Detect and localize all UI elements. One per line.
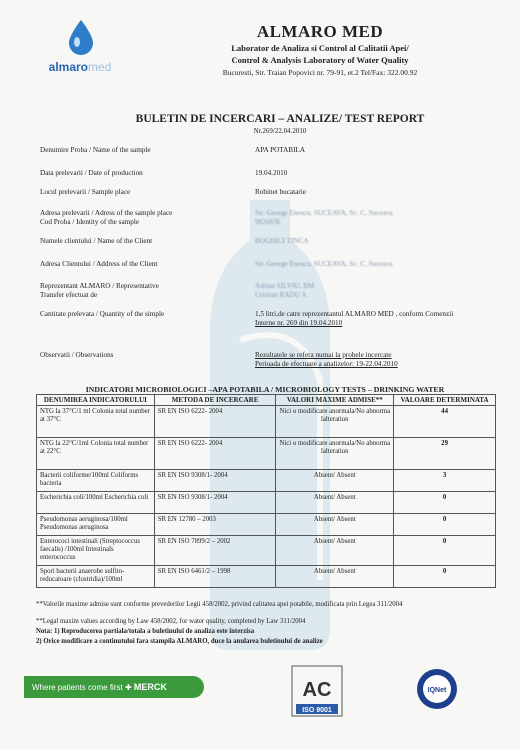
almaro-med-logo: [32, 18, 128, 76]
table-row: [37, 406, 496, 438]
observations-label: Observatii / Observations: [40, 351, 114, 359]
cod-value: 9826836: [255, 218, 281, 226]
representative-value-2: Cristian RADU A: [255, 291, 307, 299]
cod-label: Cod Proba / Identity of the sample: [40, 218, 140, 226]
cell-method: SR EN ISO 6222- 2004: [154, 438, 276, 470]
note-legal-en: **Legal maxim values according by Law 458/2002, for water quality, completed by Law 311/2004: [36, 618, 306, 625]
ac-iso-certification-logo: [290, 664, 344, 718]
col-header-method: METODA DE INCERCARE: [154, 395, 276, 406]
cell-value: 0: [394, 566, 496, 588]
cell-max: Absent/ Absent: [276, 470, 394, 492]
table-row: [37, 470, 496, 492]
sample-name-value: APA POTABILA: [255, 146, 306, 154]
cell-max: Nici o modificare anormala/No abnorma lalteration: [276, 406, 394, 438]
cell-indicator: Enterococi intestinali (Streptococcus faecalis) /100ml Intestinals enterococcus: [37, 536, 155, 566]
client-address-label: Adresa Clientului / Address of the Client: [40, 260, 158, 268]
microbiology-table: [36, 394, 496, 588]
table-row: [37, 492, 496, 514]
lab-name-ro: Laborator de Analiza si Control al Calitatii Apei/: [231, 43, 409, 53]
table-row: [37, 566, 496, 588]
cell-value: 3: [394, 470, 496, 492]
sample-name-label: Denumire Proba / Name of the sample: [40, 146, 151, 154]
cell-method: SR EN ISO 7899/2 – 2002: [154, 536, 276, 566]
client-address-value: Str. George Enescu, SUCEAVA, Sc. C, Suceava: [255, 260, 393, 268]
table-row: [37, 536, 496, 566]
table-title: INDICATORI MICROBIOLOGICI –APA POTABILA / MICROBIOLOGY TESTS – DRINKING WATER: [85, 385, 445, 394]
col-header-max: VALORI MAXIME ADMISE**: [276, 395, 394, 406]
cell-method: SR EN ISO 9308/1- 2004: [154, 492, 276, 514]
iso-9001-text: ISO 9001: [302, 707, 332, 714]
cell-max: Absent/ Absent: [276, 492, 394, 514]
client-label: Numele clientului / Name of the Client: [40, 237, 153, 245]
cell-indicator: NTG la 22°C/1ml Colonia total number at 22°C: [37, 438, 155, 470]
note-1-text: 1) Reproducerea partiala/totala a buletinului de analiza este interzisa: [53, 628, 255, 635]
cell-method: SR EN ISO 6461/2 – 1998: [154, 566, 276, 588]
quantity-value-2: Interne nr. 269 din 19.04.2010: [255, 319, 343, 327]
observations-value-1: Rezultatele se refera numai la probele incercate: [255, 351, 392, 359]
col-header-indicator: DENUMIREA INDICATORULUI: [37, 395, 155, 406]
cell-value: 44: [394, 406, 496, 438]
note-1: [36, 628, 496, 636]
cell-indicator: Bacterii coliforme/100ml Coliforms bacteria: [37, 470, 155, 492]
lab-address: Bucuresti, Str. Traian Popovici nr. 79-91, et.2 Tel/Fax: 322.00.92: [222, 68, 418, 77]
date-value: 19.04.2010: [255, 169, 288, 177]
table-row: [37, 438, 496, 470]
cell-indicator: NTG la 37°C/1 ml Colonia total number at 37°C: [37, 406, 155, 438]
water-drop-icon: [66, 18, 96, 56]
cell-max: Absent/ Absent: [276, 514, 394, 536]
note-legal-ro: **Valorile maxime admise sunt conforme prevederilor Legii 458/2002, privind calitatea apei potabile, modificata prin Legea 311/2004: [36, 601, 403, 608]
cell-indicator: Pseudomonas aeruginosa/100ml Pseudomonas aeruginosa: [37, 514, 155, 536]
representative-value-1: Adrian SILVIU, BM: [255, 282, 315, 290]
cell-indicator: Escherichia coli/100ml Escherichia coli: [37, 492, 155, 514]
cell-method: SR EN ISO 6222- 2004: [154, 406, 276, 438]
cell-method: SR EN 12780 – 2003: [154, 514, 276, 536]
cell-value: 29: [394, 438, 496, 470]
table-row: [37, 514, 496, 536]
report-title: BULETIN DE INCERCARI – ANALIZE/ TEST REPORT: [135, 113, 425, 125]
merck-banner: [24, 676, 204, 698]
col-header-value: VALOARE DETERMINATA: [394, 395, 496, 406]
note-2: 2) Orice modificare a continutului fara stampila ALMARO, duce la anularea buletinului de analize: [36, 638, 323, 645]
table-header-row: [37, 395, 496, 406]
cell-value: 0: [394, 492, 496, 514]
merck-tagline: Where patients come first: [32, 683, 123, 692]
place-value: Robinet bucatarie: [255, 188, 306, 196]
iqnet-text: IQNet: [427, 687, 447, 694]
cell-max: Absent/ Absent: [276, 536, 394, 566]
client-value: BOGHICI TINCA: [255, 237, 309, 245]
merck-cross-icon: ✚: [124, 683, 132, 692]
cell-indicator: Spori bacterii anaerobe sulfito-reducatoare (clostridia)/100ml: [37, 566, 155, 588]
quantity-label: Cantitate prelevata / Quantity of the simple: [40, 310, 165, 318]
cell-value: 0: [394, 514, 496, 536]
note-label: Nota:: [36, 628, 53, 635]
report-number: Nr.269/22.04.2010: [253, 127, 307, 135]
cell-max: Absent/ Absent: [276, 566, 394, 588]
merck-brand: MERCK: [133, 682, 167, 692]
quantity-value-1: 1,5 litri,de catre reprezentantul ALMARO MED , conform Comenzii: [255, 310, 454, 318]
lab-name-en: Control & Analysis Laboratory of Water Quality: [231, 55, 409, 65]
cell-value: 0: [394, 536, 496, 566]
date-label: Data prelevarii / Date of production: [40, 169, 143, 177]
ac-logo-text: AC: [302, 679, 332, 701]
representative-label: Reprezentant ALMARO / Representative: [40, 282, 159, 290]
transfer-label: Transfer efectuat de: [40, 291, 98, 299]
cell-max: Nici o modificare anormala/No abnorma lalteration: [276, 438, 394, 470]
company-name: ALMARO MED: [256, 22, 384, 41]
observations-value-2: Perioada de efectuare a analizelor: 19-22.04.2010: [255, 360, 398, 368]
logo-wordmark: [32, 60, 128, 74]
logo-text-almaro: almaro: [48, 60, 88, 74]
logo-text-med: med: [88, 60, 112, 74]
iqnet-certification-logo: [416, 668, 458, 710]
cell-method: SR EN ISO 9308/1- 2004: [154, 470, 276, 492]
address-label: Adresa prelevarii / Adress of the sample place: [40, 209, 173, 217]
address-value: Str. George Enescu, SUCEAVA, Sc. C, Suceava: [255, 209, 393, 217]
place-label: Locul prelevarii / Sample place: [40, 188, 131, 196]
